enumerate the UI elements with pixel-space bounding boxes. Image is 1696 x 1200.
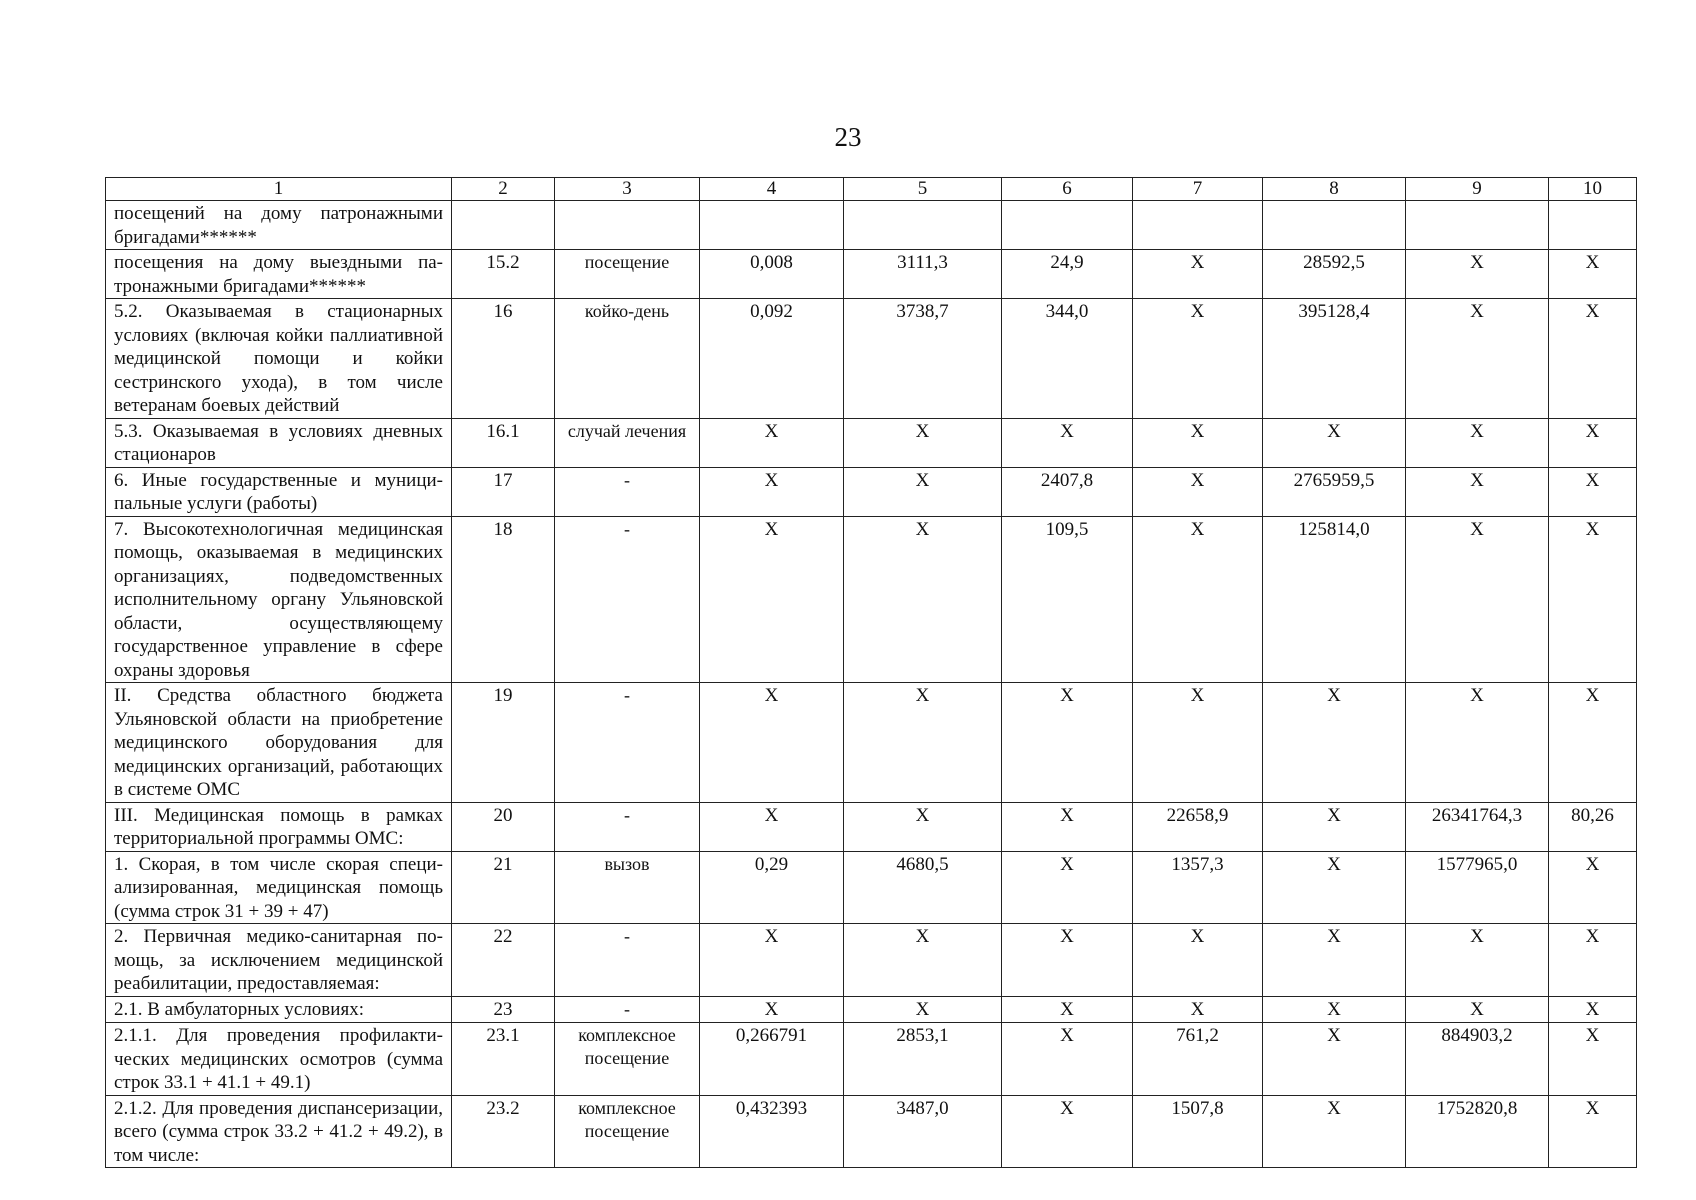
col10-cell <box>1549 201 1637 250</box>
col9-cell: 26341764,3 <box>1406 802 1549 851</box>
row-label-cell: II. Средства областного бюджета Ульяновской области на приобретение медицинского оборудования для медицинских организаций, работающих в системе ОМС <box>106 683 452 803</box>
col7-cell: Х <box>1133 996 1263 1023</box>
col5-cell: Х <box>844 996 1002 1023</box>
unit-cell: - <box>555 467 700 516</box>
col7-cell: Х <box>1133 250 1263 299</box>
col6-cell: Х <box>1002 683 1133 803</box>
header-cell: 2 <box>452 178 555 201</box>
col7-cell: Х <box>1133 683 1263 803</box>
col10-cell: Х <box>1549 1023 1637 1096</box>
col10-cell: Х <box>1549 851 1637 924</box>
col7-cell: 1357,3 <box>1133 851 1263 924</box>
row-code-cell: 16 <box>452 299 555 419</box>
unit-cell: комплексное посещение <box>555 1095 700 1168</box>
row-label-cell: посещений на дому патронажными бригадами****** <box>106 201 452 250</box>
col9-cell: 1752820,8 <box>1406 1095 1549 1168</box>
col9-cell: Х <box>1406 467 1549 516</box>
col8-cell: 125814,0 <box>1263 516 1406 683</box>
col4-cell <box>700 201 844 250</box>
col8-cell: 395128,4 <box>1263 299 1406 419</box>
col5-cell: 4680,5 <box>844 851 1002 924</box>
col7-cell: Х <box>1133 924 1263 997</box>
col4-cell: Х <box>700 996 844 1023</box>
table-row <box>106 418 1637 467</box>
header-cell: 3 <box>555 178 700 201</box>
header-row <box>106 178 1637 201</box>
col5-cell: Х <box>844 683 1002 803</box>
col9-cell: 1577965,0 <box>1406 851 1549 924</box>
col9-cell: Х <box>1406 924 1549 997</box>
col10-cell: Х <box>1549 516 1637 683</box>
col4-cell: Х <box>700 924 844 997</box>
row-code-cell: 15.2 <box>452 250 555 299</box>
col8-cell: Х <box>1263 1095 1406 1168</box>
col7-cell: Х <box>1133 467 1263 516</box>
col10-cell: Х <box>1549 299 1637 419</box>
col8-cell: Х <box>1263 996 1406 1023</box>
row-label-cell: 5.3. Оказываемая в условиях дневных стационаров <box>106 418 452 467</box>
col5-cell <box>844 201 1002 250</box>
table-row <box>106 516 1637 683</box>
col4-cell: Х <box>700 802 844 851</box>
table-row <box>106 299 1637 419</box>
col9-cell: Х <box>1406 299 1549 419</box>
col9-cell: 884903,2 <box>1406 1023 1549 1096</box>
unit-cell <box>555 201 700 250</box>
header-cell: 9 <box>1406 178 1549 201</box>
col6-cell: 109,5 <box>1002 516 1133 683</box>
data-table <box>105 177 1637 1168</box>
col7-cell: 1507,8 <box>1133 1095 1263 1168</box>
header-cell: 1 <box>106 178 452 201</box>
col10-cell: Х <box>1549 924 1637 997</box>
col6-cell: 24,9 <box>1002 250 1133 299</box>
col4-cell: Х <box>700 516 844 683</box>
table-row <box>106 201 1637 250</box>
unit-cell: посещение <box>555 250 700 299</box>
col8-cell: Х <box>1263 418 1406 467</box>
col8-cell: 2765959,5 <box>1263 467 1406 516</box>
table-row <box>106 467 1637 516</box>
col6-cell: 2407,8 <box>1002 467 1133 516</box>
header-cell: 5 <box>844 178 1002 201</box>
col4-cell: 0,092 <box>700 299 844 419</box>
unit-cell: - <box>555 996 700 1023</box>
row-code-cell: 21 <box>452 851 555 924</box>
row-label-cell: 6. Иные государственные и муниципальные услуги (работы) <box>106 467 452 516</box>
row-label-cell: III. Медицинская помощь в рамках территориальной программы ОМС: <box>106 802 452 851</box>
col9-cell: Х <box>1406 516 1549 683</box>
row-code-cell <box>452 201 555 250</box>
col5-cell: 3738,7 <box>844 299 1002 419</box>
col9-cell <box>1406 201 1549 250</box>
table-row <box>106 802 1637 851</box>
table-row <box>106 250 1637 299</box>
row-label-cell: посещения на дому выездными патронажными бригадами****** <box>106 250 452 299</box>
col10-cell: Х <box>1549 683 1637 803</box>
row-label-cell: 1. Скорая, в том числе скорая специализированная, медицинская помощь (сумма строк 31 + 39 + 47) <box>106 851 452 924</box>
col8-cell <box>1263 201 1406 250</box>
col10-cell: Х <box>1549 418 1637 467</box>
col6-cell: Х <box>1002 1023 1133 1096</box>
unit-cell: вызов <box>555 851 700 924</box>
col6-cell: Х <box>1002 1095 1133 1168</box>
header-cell: 4 <box>700 178 844 201</box>
col5-cell: 2853,1 <box>844 1023 1002 1096</box>
header-cell: 8 <box>1263 178 1406 201</box>
row-code-cell: 23 <box>452 996 555 1023</box>
col8-cell: 28592,5 <box>1263 250 1406 299</box>
col9-cell: Х <box>1406 996 1549 1023</box>
col5-cell: Х <box>844 924 1002 997</box>
col4-cell: 0,008 <box>700 250 844 299</box>
col7-cell <box>1133 201 1263 250</box>
table-row <box>106 1023 1637 1096</box>
col10-cell: Х <box>1549 467 1637 516</box>
header-cell: 6 <box>1002 178 1133 201</box>
row-code-cell: 20 <box>452 802 555 851</box>
col5-cell: Х <box>844 802 1002 851</box>
col6-cell: Х <box>1002 418 1133 467</box>
row-code-cell: 18 <box>452 516 555 683</box>
row-code-cell: 23.2 <box>452 1095 555 1168</box>
col8-cell: Х <box>1263 1023 1406 1096</box>
col4-cell: 0,432393 <box>700 1095 844 1168</box>
row-label-cell: 2. Первичная медико-санитарная помощь, за исключением медицинской реабилитации, предоставляемая: <box>106 924 452 997</box>
table-row <box>106 1095 1637 1168</box>
col4-cell: Х <box>700 467 844 516</box>
col9-cell: Х <box>1406 683 1549 803</box>
col8-cell: Х <box>1263 802 1406 851</box>
col5-cell: Х <box>844 418 1002 467</box>
col9-cell: Х <box>1406 250 1549 299</box>
col4-cell: 0,266791 <box>700 1023 844 1096</box>
header-cell: 10 <box>1549 178 1637 201</box>
unit-cell: - <box>555 924 700 997</box>
row-label-cell: 2.1. В амбулаторных условиях: <box>106 996 452 1023</box>
unit-cell: койко-день <box>555 299 700 419</box>
col6-cell: Х <box>1002 802 1133 851</box>
col10-cell: Х <box>1549 250 1637 299</box>
col8-cell: Х <box>1263 851 1406 924</box>
col7-cell: 22658,9 <box>1133 802 1263 851</box>
col8-cell: Х <box>1263 683 1406 803</box>
col7-cell: Х <box>1133 418 1263 467</box>
col6-cell: Х <box>1002 924 1133 997</box>
col6-cell: Х <box>1002 851 1133 924</box>
col5-cell: 3111,3 <box>844 250 1002 299</box>
col8-cell: Х <box>1263 924 1406 997</box>
row-code-cell: 22 <box>452 924 555 997</box>
col4-cell: Х <box>700 683 844 803</box>
col7-cell: Х <box>1133 299 1263 419</box>
unit-cell: - <box>555 516 700 683</box>
unit-cell: случай лечения <box>555 418 700 467</box>
page-number: 23 <box>834 122 862 152</box>
col4-cell: Х <box>700 418 844 467</box>
col7-cell: Х <box>1133 516 1263 683</box>
col6-cell <box>1002 201 1133 250</box>
col6-cell: Х <box>1002 996 1133 1023</box>
col5-cell: Х <box>844 516 1002 683</box>
unit-cell: комплексное посещение <box>555 1023 700 1096</box>
row-label-cell: 7. Высокотехнологичная медицинская помощь, оказываемая в медицинских организациях, подведомственных исполнительному органу Ульяновской области, осуществляющему государственное управление в сфере охраны здоровья <box>106 516 452 683</box>
row-code-cell: 23.1 <box>452 1023 555 1096</box>
col4-cell: 0,29 <box>700 851 844 924</box>
col5-cell: Х <box>844 467 1002 516</box>
unit-cell: - <box>555 683 700 803</box>
row-label-cell: 2.1.1. Для проведения профилактических медицинских осмотров (сумма строк 33.1 + 41.1 + 49.1) <box>106 1023 452 1096</box>
row-code-cell: 19 <box>452 683 555 803</box>
table-row <box>106 851 1637 924</box>
col10-cell: Х <box>1549 1095 1637 1168</box>
table-row <box>106 996 1637 1023</box>
col7-cell: 761,2 <box>1133 1023 1263 1096</box>
table-row <box>106 683 1637 803</box>
col5-cell: 3487,0 <box>844 1095 1002 1168</box>
row-label-cell: 5.2. Оказываемая в стационарных условиях (включая койки паллиативной медицинской помощи и койки сестринского ухода), в том числе ветеранам боевых действий <box>106 299 452 419</box>
table-row <box>106 924 1637 997</box>
row-code-cell: 17 <box>452 467 555 516</box>
unit-cell: - <box>555 802 700 851</box>
col6-cell: 344,0 <box>1002 299 1133 419</box>
col10-cell: Х <box>1549 996 1637 1023</box>
header-cell: 7 <box>1133 178 1263 201</box>
row-label-cell: 2.1.2. Для проведения диспансеризации, всего (сумма строк 33.2 + 41.2 + 49.2), в том числе: <box>106 1095 452 1168</box>
row-code-cell: 16.1 <box>452 418 555 467</box>
col9-cell: Х <box>1406 418 1549 467</box>
col10-cell: 80,26 <box>1549 802 1637 851</box>
